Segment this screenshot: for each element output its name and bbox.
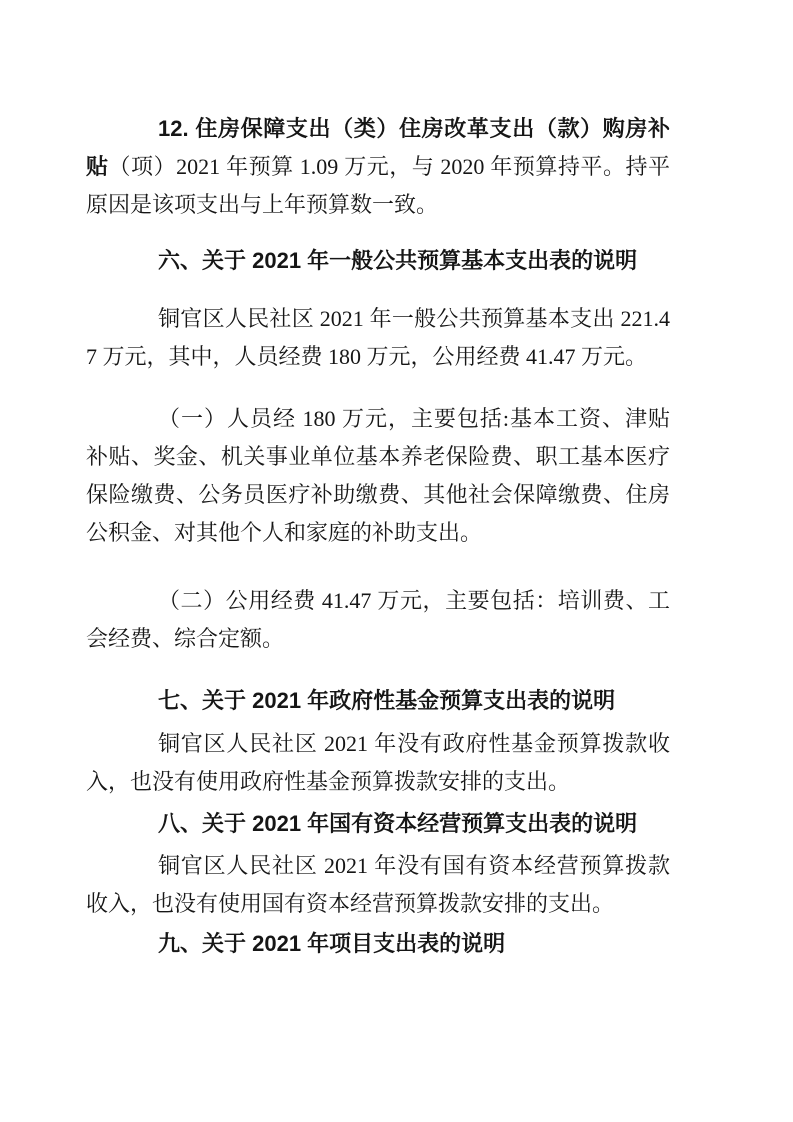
paragraph-government-fund: 铜官区人民社区 2021 年没有政府性基金预算拨款收入，也没有使用政府性基金预算拨款安排的支出。 — [86, 731, 670, 794]
paragraph-item-12-housing-subsidy — [86, 110, 670, 224]
paragraph-basic-expenditure-total: 铜官区人民社区 2021 年一般公共预算基本支出 221.47 万元，其中，人员经费 180 万元，公用经费 41.47 万元。 — [86, 306, 670, 369]
paragraph-public-funds: （二）公用经费 41.47 万元，主要包括：培训费、工会经费、综合定额。 — [86, 588, 670, 651]
paragraph-state-capital: 铜官区人民社区 2021 年没有国有资本经营预算拨款收入，也没有使用国有资本经营预算拨款安排的支出。 — [86, 853, 670, 916]
paragraph-item-12-bold-lead: 12. 住房保障支出（类）住房改革支出（款）购房补贴 — [86, 116, 670, 179]
heading-section-8-state-capital: 八、关于 2021 年国有资本经营预算支出表的说明 — [158, 811, 638, 836]
paragraph-item-12-body: （项）2021 年预算 1.09 万元，与 2020 年预算持平。持平原因是该项支出与上年预算数一致。 — [86, 154, 670, 217]
heading-section-7-government-fund: 七、关于 2021 年政府性基金预算支出表的说明 — [158, 688, 616, 713]
heading-section-9-project-expenditure: 九、关于 2021 年项目支出表的说明 — [158, 931, 506, 956]
paragraph-personnel-funds: （一）人员经 180 万元，主要包括:基本工资、津贴补贴、奖金、机关事业单位基本养老保险费、职工基本医疗保险缴费、公务员医疗补助缴费、其他社会保障缴费、住房公积金、对其他个人和家庭的补助支出。 — [86, 406, 670, 545]
heading-section-6-basic-expenditure: 六、关于 2021 年一般公共预算基本支出表的说明 — [158, 248, 638, 273]
document-content — [86, 110, 670, 963]
